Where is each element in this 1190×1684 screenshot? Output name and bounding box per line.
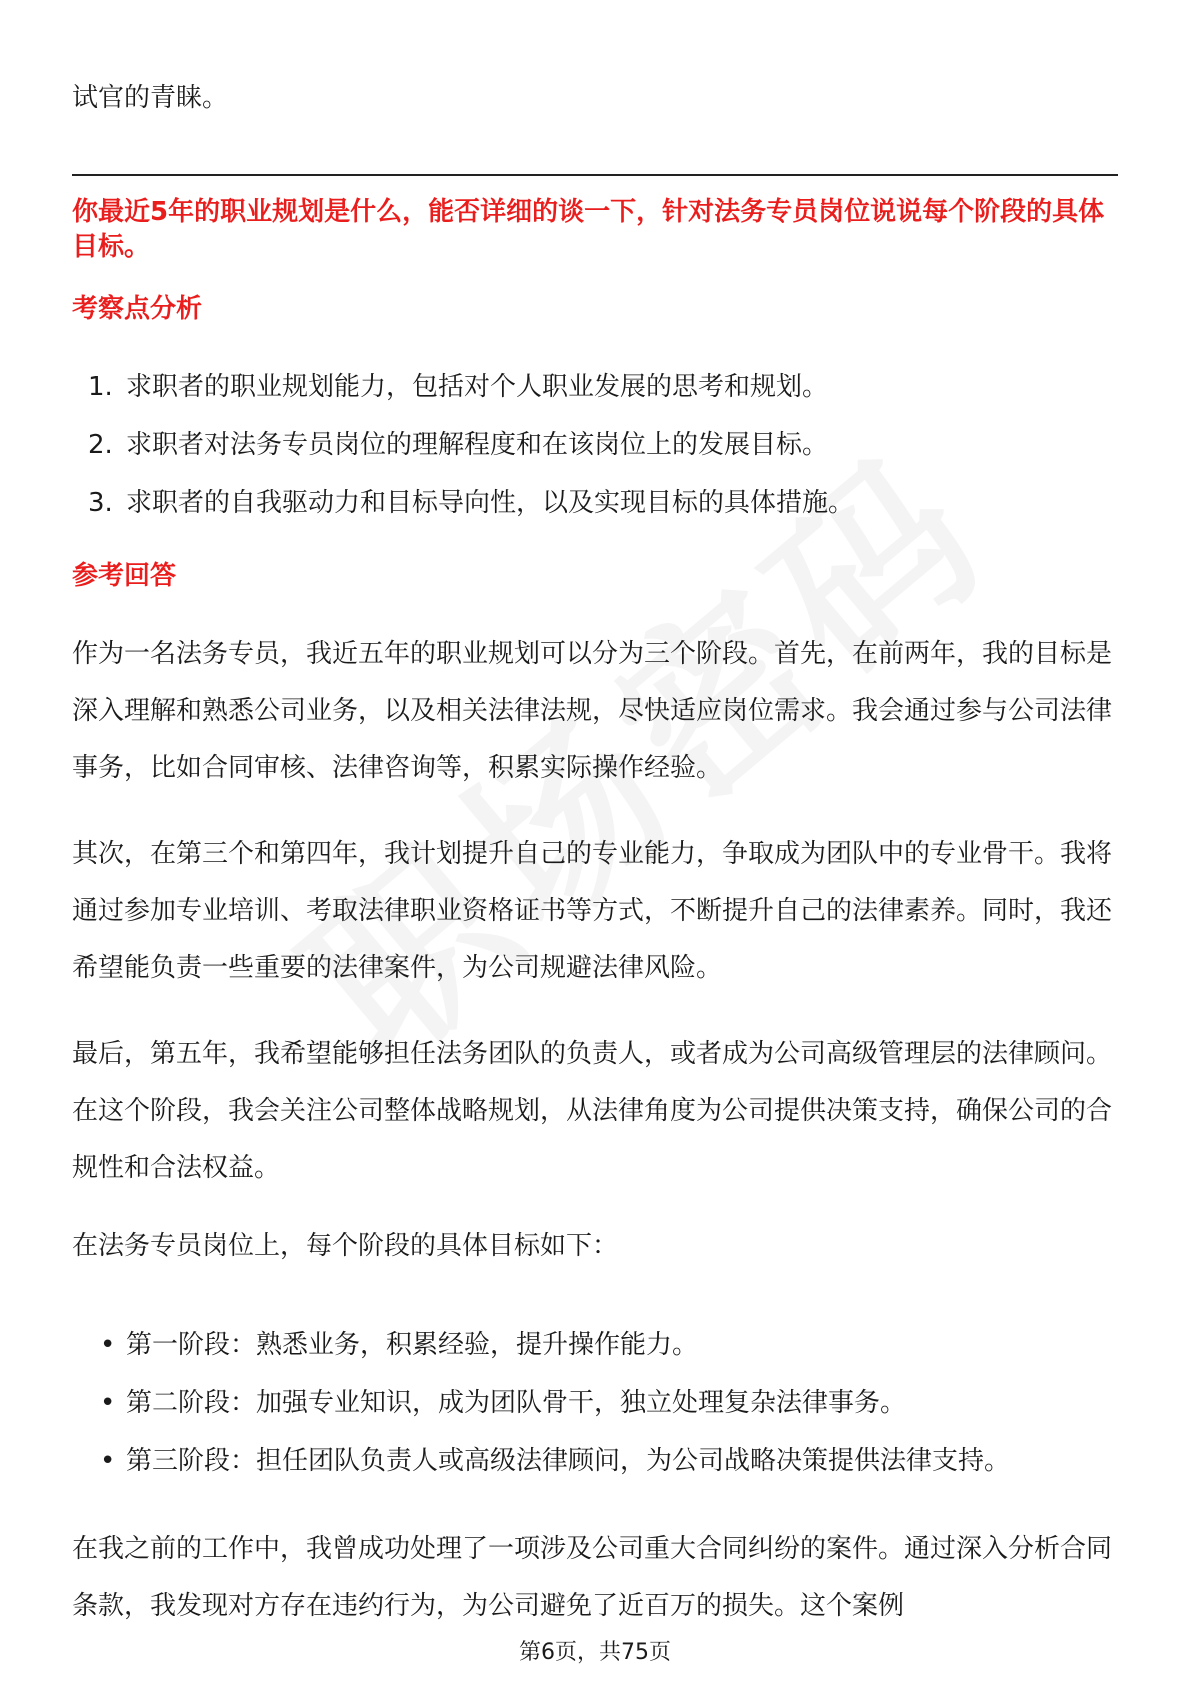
list-item-text: 第三阶段：担任团队负责人或高级法律顾问，为公司战略决策提供法律支持。 (126, 1446, 1011, 1476)
analysis-heading: 考察点分析 (72, 294, 203, 324)
stage-goals-list (72, 1316, 1118, 1490)
list-item-text: 第一阶段：熟悉业务，积累经验，提升操作能力。 (126, 1330, 699, 1360)
bullet-icon: • (100, 1446, 116, 1476)
list-item-number: 1. (88, 372, 113, 402)
list-item-number: 2. (88, 430, 113, 460)
intro-tail-text: 试官的青睐。 (72, 83, 229, 113)
bullet-icon: • (100, 1388, 116, 1418)
list-item (72, 416, 1118, 474)
analysis-list (72, 358, 1118, 532)
list-item-text: 求职者的职业规划能力，包括对个人职业发展的思考和规划。 (126, 372, 829, 402)
list-item-text: 求职者对法务专员岗位的理解程度和在该岗位上的发展目标。 (126, 430, 829, 460)
bullet-icon: • (100, 1330, 116, 1360)
list-item (72, 1316, 1118, 1374)
answer-paragraph: 最后，第五年，我希望能够担任法务团队的负责人，或者成为公司高级管理层的法律顾问。在这个阶段，我会关注公司整体战略规划，从法律角度为公司提供决策支持，确保公司的合规性和合法权益。 (72, 1039, 1113, 1183)
question-heading: 你最近5年的职业规划是什么，能否详细的谈一下，针对法务专员岗位说说每个阶段的具体目标。 (72, 197, 1105, 262)
answer-heading: 参考回答 (72, 561, 177, 591)
page-number-footer: 第6页，共75页 (519, 1640, 671, 1665)
list-item (72, 474, 1118, 532)
list-item-number: 3. (88, 488, 113, 518)
list-item-text: 第二阶段：加强专业知识，成为团队骨干，独立处理复杂法律事务。 (126, 1388, 907, 1418)
answer-paragraph: 其次，在第三个和第四年，我计划提升自己的专业能力，争取成为团队中的专业骨干。我将通过参加专业培训、考取法律职业资格证书等方式，不断提升自己的法律素养。同时，我还希望能负责一些重要的法律案件，为公司规避法律风险。 (72, 839, 1113, 983)
list-item (72, 1432, 1118, 1490)
section-divider (72, 174, 1118, 176)
list-item-text: 求职者的自我驱动力和目标导向性，以及实现目标的具体措施。 (126, 488, 855, 518)
answer-paragraph: 在法务专员岗位上，每个阶段的具体目标如下： (72, 1231, 619, 1261)
closing-paragraph: 在我之前的工作中，我曾成功处理了一项涉及公司重大合同纠纷的案件。通过深入分析合同条款，我发现对方存在违约行为，为公司避免了近百万的损失。这个案例 (72, 1534, 1113, 1621)
list-item (72, 1374, 1118, 1432)
list-item (72, 358, 1118, 416)
answer-paragraph: 作为一名法务专员，我近五年的职业规划可以分为三个阶段。首先，在前两年，我的目标是深入理解和熟悉公司业务，以及相关法律法规，尽快适应岗位需求。我会通过参与公司法律事务，比如合同审核、法律咨询等，积累实际操作经验。 (72, 639, 1113, 783)
